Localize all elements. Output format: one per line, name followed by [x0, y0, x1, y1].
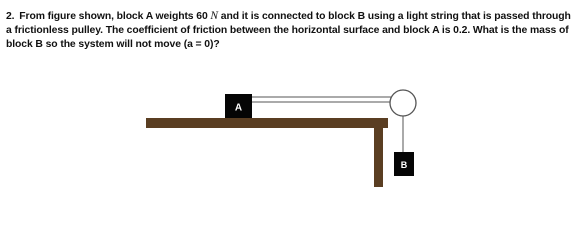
pulley [390, 90, 416, 116]
question-part-2: and it is connected to block B using a light string that is passed through a frictionless pulley. The coefficient of friction between the horizontal surface and block A is 0.2. What is the mass of block B so the system will not move (a = 0)? [6, 11, 571, 51]
horizontal-surface [146, 118, 388, 128]
question-part-1: From figure shown, block A weights 60 [19, 11, 208, 22]
block-b-label: B [400, 160, 408, 170]
unit-newton: N [210, 10, 218, 22]
block-a-label: A [234, 102, 243, 114]
question-number: 2. [6, 11, 15, 22]
table-leg [374, 118, 383, 187]
